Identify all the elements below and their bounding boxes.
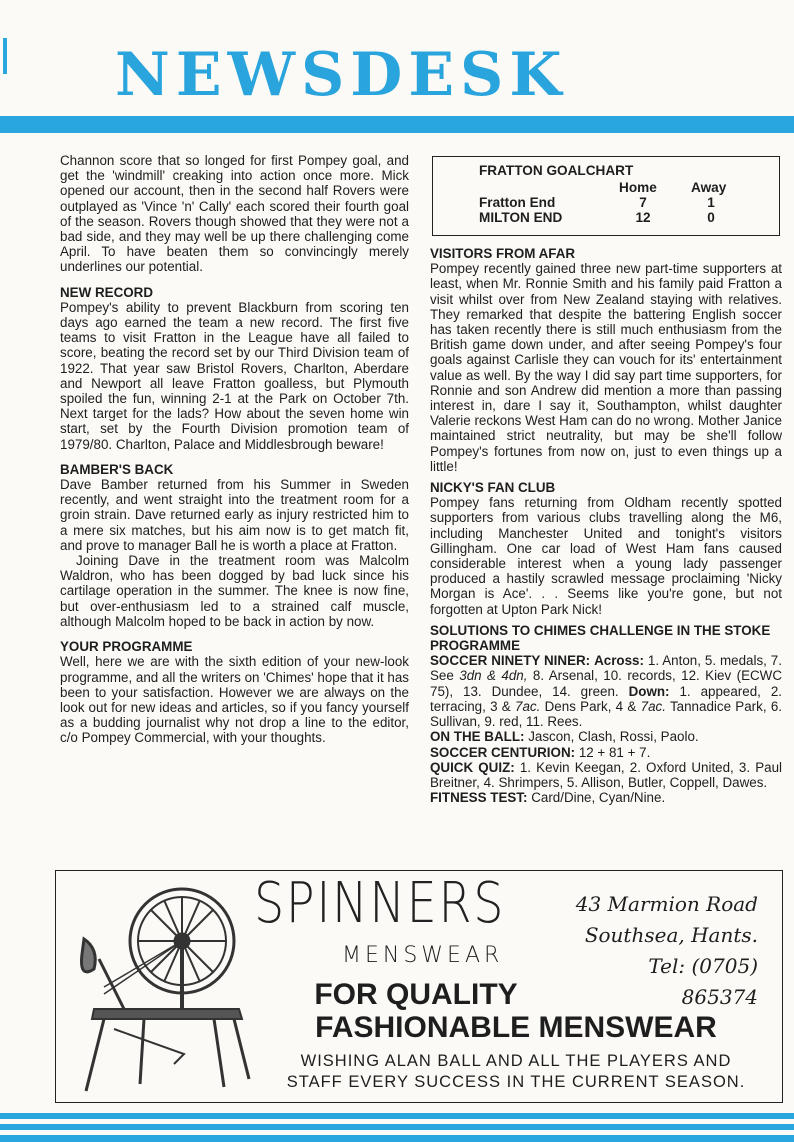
goalchart-home-header: Home	[619, 180, 657, 195]
quick-quiz-solution	[430, 760, 782, 790]
spinners-brand: SPINNERS	[254, 871, 506, 936]
quick-quiz-label: QUICK QUIZ:	[430, 759, 515, 775]
bamber-text: Dave Bamber returned from his Summer in Sweden recently, and went straight into the treatment room for a groin strain. Dave returned early as injury restricted him to a mere six matches, but his aim now is to get match fit, and prove to manager Ball he is worth a place at Fratton.	[60, 477, 409, 553]
goalchart-away-value: 1	[707, 195, 715, 210]
across-text: 1. Anton, 5. medals, 7. See	[430, 653, 782, 684]
waldron-text: Joining Dave in the treatment room was Malcolm Waldron, who has been dogged by bad luck since his cartilage operation in the summer. The knee is now fine, but over-enthusiasm led to a strained calf muscle, although Malcolm hoped to be back in action by now.	[60, 553, 409, 629]
goalchart-row-label: MILTON END	[479, 210, 563, 225]
menswear-sub: MENSWEAR	[342, 943, 504, 968]
across-label: Across:	[594, 653, 644, 669]
goalchart-away-header: Away	[691, 180, 727, 195]
visitors-text: Pompey recently gained three new part-time supporters at least, when Mr. Ronnie Smith and his family paid Fratton a visit whilst over from New Zealand staying with relatives. They remarked that despite the battering English soccer has taken recently there is still much enthusiasm from the British game down under, and after seeing Pompey's four goals against Carlisle they can vouch for its' entertainment value as well. By the way I did say part time supporters, for Ronnie and son Andrew did mention a more than passing interest in, dare I say it, Southampton, whilst daughter Valerie reckons West Ham can do no wrong. Mother Janice maintained strict neutrality, but may be she'll follow Pompey's fortunes from now on, just to even things up a little!	[430, 261, 782, 474]
bamber-heading: BAMBER'S BACK	[60, 461, 174, 477]
down-text: Dens Park, 4 &	[544, 698, 637, 714]
centurion-label: SOCCER CENTURION:	[430, 744, 576, 760]
right-column	[430, 246, 782, 805]
goalchart-title: FRATTON GOALCHART	[479, 163, 634, 178]
programme-text: Well, here we are with the sixth edition of your new-look programme, and all the writers on 'Chimes' hope that it has been to your satisfaction. However we are always on the look out for new ideas and articles, so if you fancy yourself as a budding journalist why not drop a line to the editor, c/o Pompey Commercial, with your thoughts.	[60, 654, 409, 746]
visitors-heading: VISITORS FROM AFAR	[430, 246, 576, 261]
masthead-title: NEWSDESK	[115, 40, 568, 110]
intro-paragraph: Channon score that so longed for first Pompey goal, and get the 'windmill' creaking into action once more. Mick opened our account, then in the second half Rovers were outplayed as 'Vince 'n' Cally' each scored their fourth goal of the season. Rovers though showed that they were not a bad side, and they may well be up there challenging come April. To have beaten them so convincingly merely underlines our potential.	[60, 153, 409, 275]
fitness-text: Card/Dine, Cyan/Nine.	[531, 790, 666, 806]
down-italic: 7ac.	[515, 698, 541, 714]
phone-number: Tel: (0705) 865374	[648, 954, 758, 1009]
nicky-heading: NICKY'S FAN CLUB	[430, 480, 556, 496]
centurion-text: 12 + 81 + 7.	[578, 744, 651, 760]
fitness-label: FITNESS TEST:	[430, 790, 528, 806]
across-italic: 3dn & 4dn,	[459, 668, 528, 684]
down-italic: 7ac.	[640, 698, 666, 714]
on-the-ball-text: Jascon, Clash, Rossi, Paolo.	[528, 729, 699, 745]
wish-line-2: STAFF EVERY SUCCESS IN THE CURRENT SEASON.	[286, 1073, 746, 1091]
on-the-ball-label: ON THE BALL:	[430, 729, 525, 745]
on-the-ball-solution	[430, 729, 782, 744]
edge-mark	[3, 38, 7, 74]
goalchart-home-value: 7	[639, 195, 647, 210]
nicky-text: Pompey fans returning from Oldham recently spotted supporters from various clubs travelling along the M6, including Manchester United and tonight's visitors Gillingham. One car load of West Ham fans caused considerable interest when a young lady passenger produced a hastily scrawled message proclaiming 'Nicky Morgan is Ace'. . . Seems like you're gone, but not forgotten at Upton Park Nick!	[430, 495, 782, 617]
fitness-solution	[430, 790, 782, 805]
slogan-line-2: FASHIONABLE MENSWEAR	[315, 1011, 717, 1044]
goalchart-home-value: 12	[635, 210, 651, 225]
address-line: Southsea, Hants.	[584, 923, 758, 947]
wish-line-1: WISHING ALAN BALL AND ALL THE PLAYERS AND	[300, 1052, 732, 1070]
ninety-niner-solution	[430, 653, 782, 729]
top-rule	[0, 116, 794, 133]
solutions-heading: SOLUTIONS TO CHIMES CHALLENGE IN THE STOKE PROGRAMME	[430, 622, 771, 654]
centurion-solution	[430, 745, 782, 760]
new-record-heading: NEW RECORD	[60, 284, 153, 300]
slogan-line-1: FOR QUALITY	[314, 978, 518, 1011]
goalchart-row-label: Fratton End	[479, 195, 556, 210]
ninety-niner-label: SOCCER NINETY NINER:	[430, 653, 591, 669]
down-text: Tannadice Park, 6. Sullivan, 9. red, 11. Rees.	[430, 698, 782, 730]
left-column	[60, 153, 409, 746]
goalchart-away-value: 0	[707, 210, 715, 225]
bottom-rule	[0, 1135, 794, 1142]
bottom-rule	[0, 1124, 794, 1130]
bottom-rule	[0, 1113, 794, 1119]
new-record-text: Pompey's ability to prevent Blackburn from scoring ten days ago earned the team a new record. The first five teams to visit Fratton in the League have all failed to score, beating the record set by our Third Division team of 1922. That year saw Bristol Rovers, Charlton, Aberdare and Newport all leave Fratton goalless, but Plymouth spoiled the fun, winning 2-1 at the Park on October 7th. Next target for the lads? How about the seven home win start, set by the Fourth Division promotion team of 1979/80. Charlton, Palace and Middlesbrough beware!	[60, 299, 409, 452]
spinners-advert	[55, 870, 783, 1103]
programme-heading: YOUR PROGRAMME	[60, 639, 193, 655]
across-text: 8. Arsenal, 10. records, 12. Kiev (ECWC 75), 13. Dundee, 14. green.	[430, 668, 782, 699]
quick-quiz-text: 1. Kevin Keegan, 2. Oxford United, 3. Paul Breitner, 4. Shrimpers, 5. Allison, Butler, Coppell, Dawes.	[430, 759, 782, 790]
down-text: 1. appeared, 2. terracing, 3 &	[430, 683, 782, 714]
goalchart-box	[432, 156, 780, 236]
address-line: 43 Marmion Road	[575, 892, 758, 916]
down-label: Down:	[628, 683, 670, 699]
